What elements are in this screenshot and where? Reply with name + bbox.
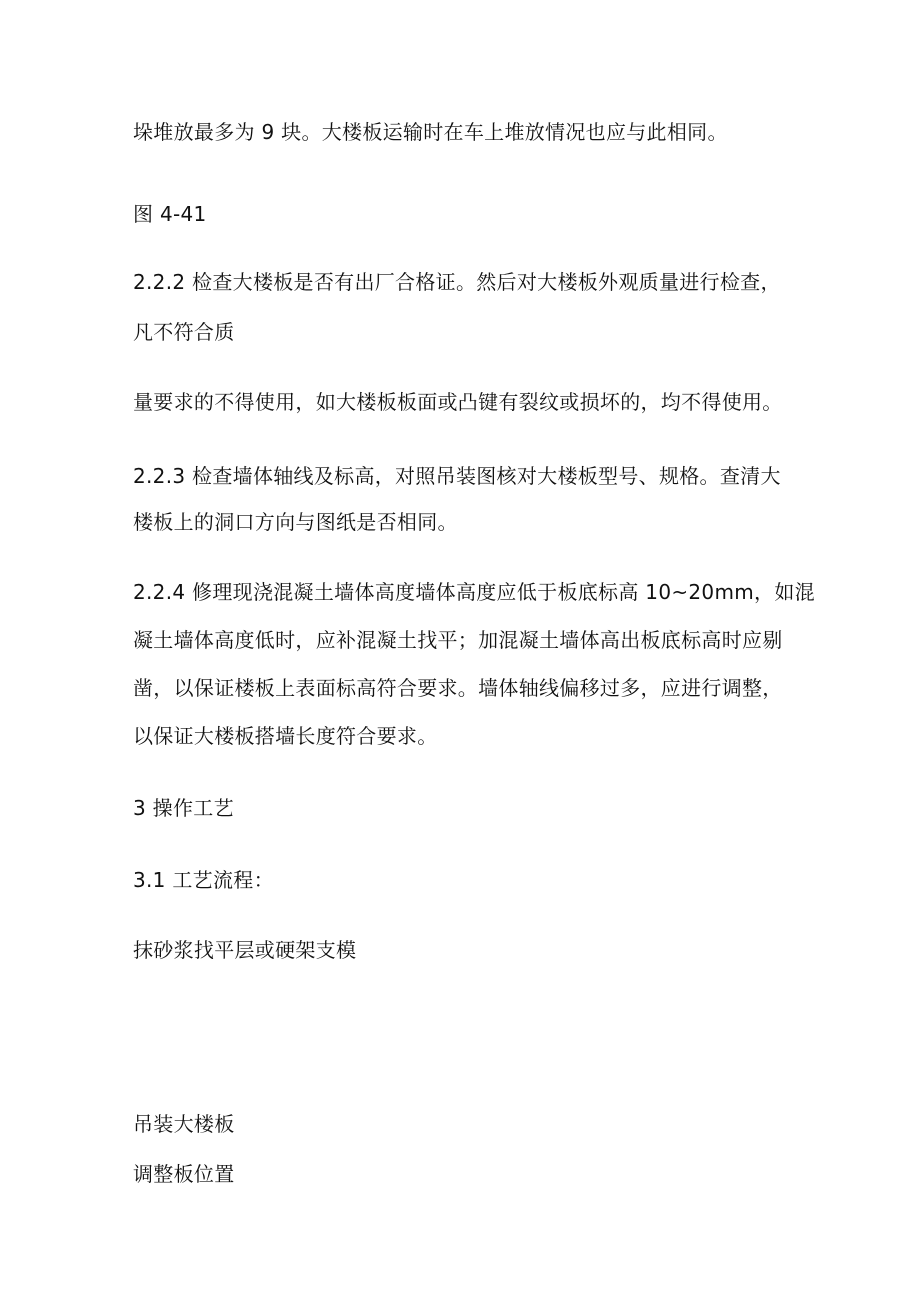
- section-2-2-4-line-3: 凿，以保证楼板上表面标高符合要求。墙体轴线偏移过多，应进行调整，: [133, 676, 783, 700]
- section-2-2-4-line-1: 2.2.4 修理现浇混凝土墙体高度墙体高度应低于板底标高 10~20mm，如混: [133, 580, 815, 604]
- section-2-2-2-line-3: 量要求的不得使用，如大楼板板面或凸键有裂纹或损坏的，均不得使用。: [133, 390, 783, 414]
- section-2-2-2-line-2: 凡不符合质: [133, 320, 235, 344]
- paragraph-stacking-limit: 垛堆放最多为 9 块。大楼板运输时在车上堆放情况也应与此相同。: [133, 120, 728, 144]
- section-2-2-3-line-2: 楼板上的洞口方向与图纸是否相同。: [133, 510, 458, 534]
- section-2-2-3-line-1: 2.2.3 检查墙体轴线及标高，对照吊装图核对大楼板型号、规格。查清大: [133, 464, 781, 488]
- section-2-2-4-line-4: 以保证大楼板搭墙长度符合要求。: [133, 724, 438, 748]
- process-step-adjust: 调整板位置: [133, 1162, 235, 1186]
- process-step-hoisting: 吊装大楼板: [133, 1112, 235, 1136]
- section-2-2-4-line-2: 凝土墙体高度低时，应补混凝土找平；加混凝土墙体高出板底标高时应剔: [133, 628, 783, 652]
- section-3-heading: 3 操作工艺: [133, 796, 234, 820]
- section-2-2-2-line-1: 2.2.2 检查大楼板是否有出厂合格证。然后对大楼板外观质量进行检查，: [133, 270, 781, 294]
- process-step-leveling: 抹砂浆找平层或硬架支模: [133, 938, 357, 962]
- figure-caption: 图 4-41: [133, 202, 207, 226]
- section-3-1-heading: 3.1 工艺流程：: [133, 868, 274, 892]
